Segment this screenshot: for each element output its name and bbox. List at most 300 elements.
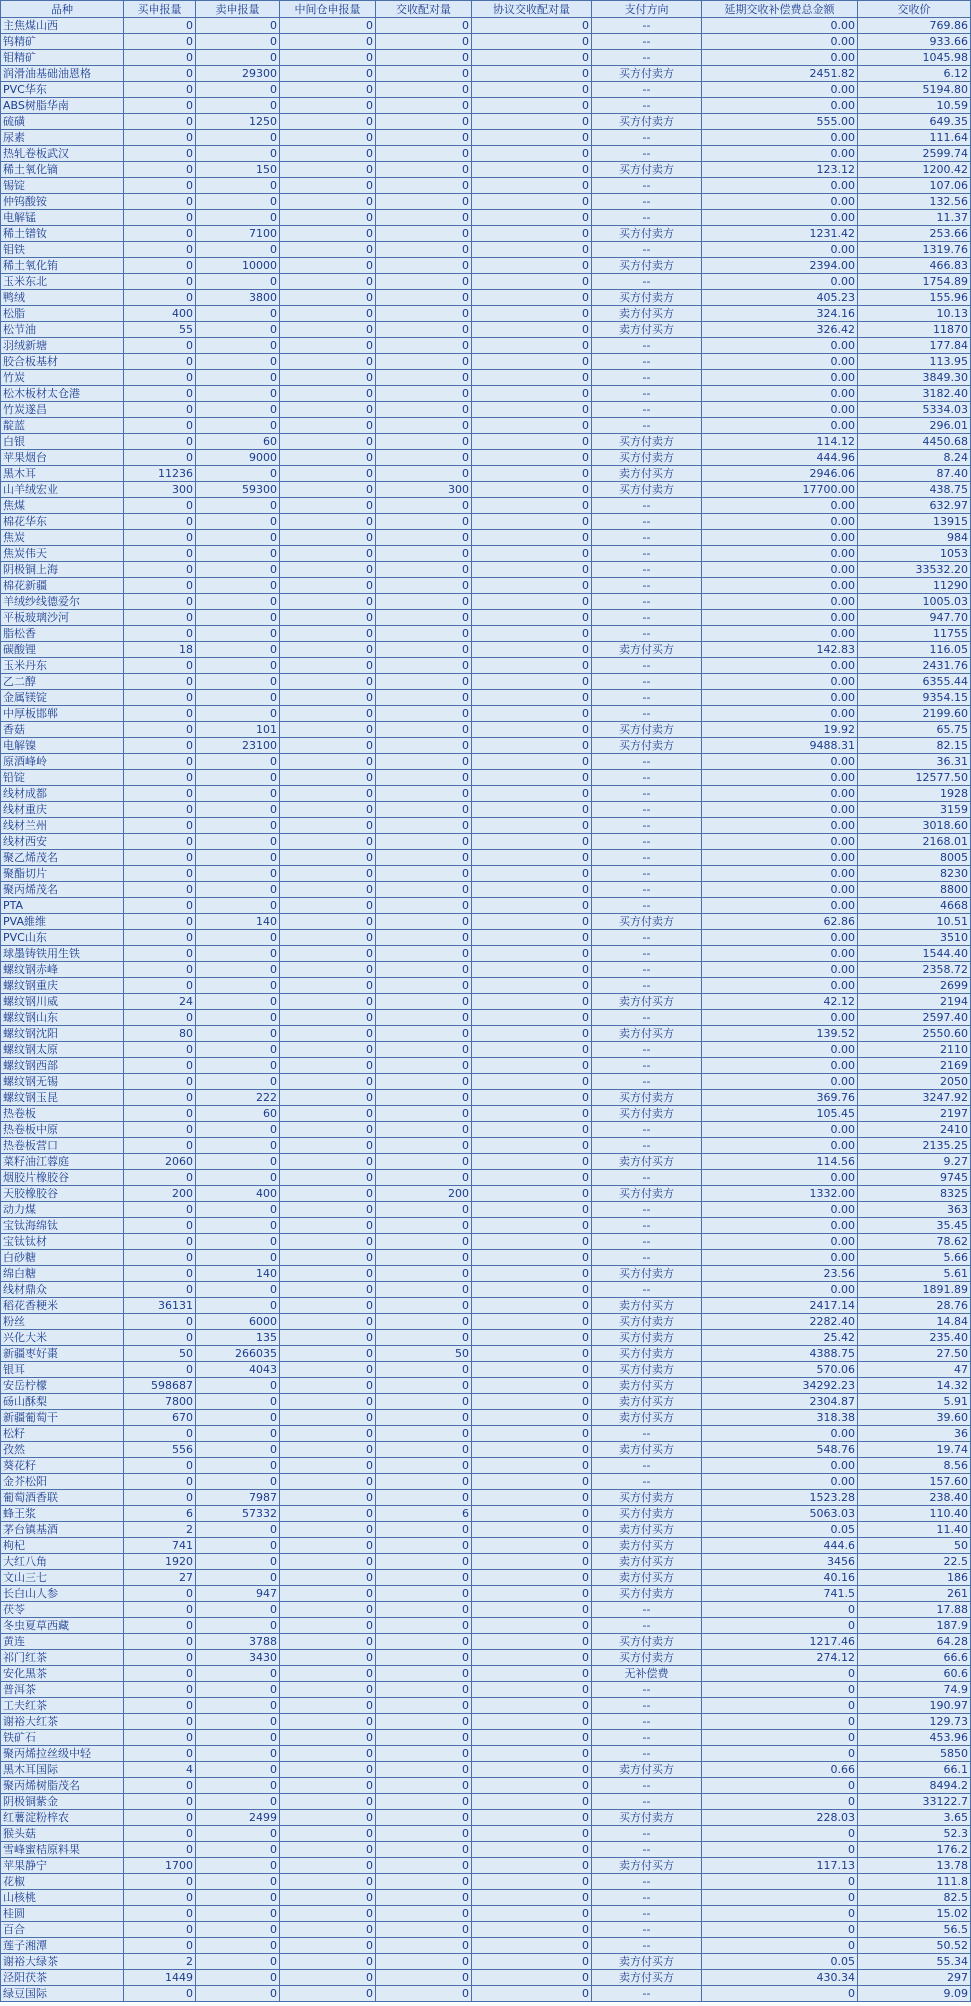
- cell-delivery-matched: 0: [376, 1394, 472, 1410]
- cell-agreement-matched: 0: [472, 1490, 592, 1506]
- cell-buy-declared: 400: [124, 306, 196, 322]
- cell-delivery-matched: 0: [376, 1122, 472, 1138]
- cell-buy-declared: 0: [124, 834, 196, 850]
- cell-payment-direction: --: [592, 834, 702, 850]
- cell-delivery-price: 6355.44: [858, 674, 971, 690]
- table-row: [1, 1410, 971, 1426]
- cell-compensation-total: 228.03: [702, 1810, 858, 1826]
- cell-delivery-matched: 0: [376, 290, 472, 306]
- cell-product: 山羊绒宏业: [1, 482, 124, 498]
- cell-agreement-matched: 0: [472, 194, 592, 210]
- cell-sell-declared: 0: [196, 610, 280, 626]
- cell-buy-declared: 0: [124, 1698, 196, 1714]
- cell-sell-declared: 0: [196, 1570, 280, 1586]
- cell-buy-declared: 0: [124, 258, 196, 274]
- cell-product: 泾阳茯茶: [1, 1970, 124, 1986]
- cell-payment-direction: --: [592, 1730, 702, 1746]
- cell-compensation-total: 40.16: [702, 1570, 858, 1586]
- cell-middle-warehouse: 0: [280, 50, 376, 66]
- cell-sell-declared: 10000: [196, 258, 280, 274]
- cell-delivery-matched: 0: [376, 562, 472, 578]
- cell-delivery-matched: 0: [376, 866, 472, 882]
- cell-delivery-matched: 0: [376, 786, 472, 802]
- cell-sell-declared: 0: [196, 530, 280, 546]
- cell-product: 稻花香粳米: [1, 1298, 124, 1314]
- cell-agreement-matched: 0: [472, 690, 592, 706]
- cell-buy-declared: 556: [124, 1442, 196, 1458]
- cell-compensation-total: 0: [702, 1666, 858, 1682]
- cell-sell-declared: 0: [196, 1730, 280, 1746]
- cell-compensation-total: 1523.28: [702, 1490, 858, 1506]
- cell-delivery-price: 33122.7: [858, 1794, 971, 1810]
- cell-payment-direction: 买方付卖方: [592, 258, 702, 274]
- cell-agreement-matched: 0: [472, 978, 592, 994]
- cell-agreement-matched: 0: [472, 946, 592, 962]
- cell-delivery-price: 12577.50: [858, 770, 971, 786]
- cell-compensation-total: 555.00: [702, 114, 858, 130]
- cell-delivery-matched: 0: [376, 242, 472, 258]
- cell-compensation-total: 0.00: [702, 546, 858, 562]
- cell-payment-direction: 卖方付买方: [592, 1954, 702, 1970]
- header-sell-declared: 卖申报量: [196, 1, 280, 18]
- cell-payment-direction: --: [592, 1170, 702, 1186]
- table-row: [1, 738, 971, 754]
- cell-compensation-total: 0.00: [702, 1202, 858, 1218]
- table-row: [1, 1922, 971, 1938]
- cell-delivery-price: 3510: [858, 930, 971, 946]
- cell-sell-declared: 0: [196, 802, 280, 818]
- cell-compensation-total: 42.12: [702, 994, 858, 1010]
- cell-agreement-matched: 0: [472, 1602, 592, 1618]
- cell-sell-declared: 140: [196, 914, 280, 930]
- cell-agreement-matched: 0: [472, 450, 592, 466]
- cell-product: 中厚板邯郸: [1, 706, 124, 722]
- cell-delivery-matched: 0: [376, 1858, 472, 1874]
- cell-middle-warehouse: 0: [280, 706, 376, 722]
- cell-compensation-total: 741.5: [702, 1586, 858, 1602]
- cell-agreement-matched: 0: [472, 178, 592, 194]
- cell-delivery-matched: 0: [376, 1682, 472, 1698]
- table-row: [1, 290, 971, 306]
- cell-buy-declared: 0: [124, 706, 196, 722]
- cell-delivery-matched: 0: [376, 1154, 472, 1170]
- cell-delivery-price: 4450.68: [858, 434, 971, 450]
- cell-payment-direction: --: [592, 1714, 702, 1730]
- cell-delivery-matched: 0: [376, 178, 472, 194]
- cell-payment-direction: --: [592, 770, 702, 786]
- cell-sell-declared: 0: [196, 1458, 280, 1474]
- cell-payment-direction: --: [592, 498, 702, 514]
- table-row: [1, 658, 971, 674]
- cell-middle-warehouse: 0: [280, 1234, 376, 1250]
- cell-sell-declared: 0: [196, 1762, 280, 1778]
- cell-payment-direction: 卖方付买方: [592, 1970, 702, 1986]
- cell-middle-warehouse: 0: [280, 1170, 376, 1186]
- cell-middle-warehouse: 0: [280, 130, 376, 146]
- cell-delivery-price: 1053: [858, 546, 971, 562]
- cell-payment-direction: 卖方付买方: [592, 322, 702, 338]
- cell-product: 锡锭: [1, 178, 124, 194]
- cell-delivery-matched: 0: [376, 1106, 472, 1122]
- cell-agreement-matched: 0: [472, 274, 592, 290]
- cell-compensation-total: 0.00: [702, 882, 858, 898]
- cell-payment-direction: 买方付卖方: [592, 162, 702, 178]
- cell-middle-warehouse: 0: [280, 1522, 376, 1538]
- cell-middle-warehouse: 0: [280, 1650, 376, 1666]
- cell-middle-warehouse: 0: [280, 1442, 376, 1458]
- cell-compensation-total: 0.00: [702, 786, 858, 802]
- cell-agreement-matched: 0: [472, 1842, 592, 1858]
- cell-delivery-price: 116.05: [858, 642, 971, 658]
- cell-product: 孜然: [1, 1442, 124, 1458]
- cell-sell-declared: 0: [196, 562, 280, 578]
- cell-sell-declared: 0: [196, 818, 280, 834]
- cell-delivery-price: 15.02: [858, 1906, 971, 1922]
- cell-delivery-matched: 0: [376, 258, 472, 274]
- cell-agreement-matched: 0: [472, 162, 592, 178]
- cell-delivery-matched: 0: [376, 418, 472, 434]
- cell-buy-declared: 0: [124, 1122, 196, 1138]
- cell-agreement-matched: 0: [472, 1874, 592, 1890]
- cell-agreement-matched: 0: [472, 1010, 592, 1026]
- cell-delivery-matched: 0: [376, 1554, 472, 1570]
- cell-compensation-total: 142.83: [702, 642, 858, 658]
- cell-middle-warehouse: 0: [280, 690, 376, 706]
- cell-product: 棉花华东: [1, 514, 124, 530]
- cell-buy-declared: 0: [124, 1266, 196, 1282]
- cell-agreement-matched: 0: [472, 770, 592, 786]
- table-row: [1, 1522, 971, 1538]
- cell-product: 线材鼎众: [1, 1282, 124, 1298]
- cell-sell-declared: 0: [196, 1714, 280, 1730]
- cell-middle-warehouse: 0: [280, 82, 376, 98]
- header-agreement-matched: 协议交收配对量: [472, 1, 592, 18]
- cell-product: 尿素: [1, 130, 124, 146]
- table-row: [1, 1170, 971, 1186]
- cell-compensation-total: 0.00: [702, 34, 858, 50]
- cell-compensation-total: 23.56: [702, 1266, 858, 1282]
- cell-sell-declared: 0: [196, 1842, 280, 1858]
- cell-buy-declared: 0: [124, 546, 196, 562]
- table-row: [1, 754, 971, 770]
- cell-delivery-price: 2168.01: [858, 834, 971, 850]
- cell-compensation-total: 0.00: [702, 1010, 858, 1026]
- cell-buy-declared: 0: [124, 402, 196, 418]
- cell-buy-declared: 0: [124, 1090, 196, 1106]
- cell-middle-warehouse: 0: [280, 546, 376, 562]
- cell-buy-declared: 2060: [124, 1154, 196, 1170]
- cell-compensation-total: 0.00: [702, 274, 858, 290]
- cell-delivery-price: 3018.60: [858, 818, 971, 834]
- cell-product: 胶合板基材: [1, 354, 124, 370]
- cell-middle-warehouse: 0: [280, 562, 376, 578]
- cell-buy-declared: 0: [124, 1106, 196, 1122]
- cell-delivery-price: 1319.76: [858, 242, 971, 258]
- cell-compensation-total: 0.00: [702, 146, 858, 162]
- cell-delivery-matched: 0: [376, 1058, 472, 1074]
- cell-compensation-total: 105.45: [702, 1106, 858, 1122]
- cell-agreement-matched: 0: [472, 786, 592, 802]
- cell-payment-direction: --: [592, 370, 702, 386]
- cell-payment-direction: --: [592, 242, 702, 258]
- cell-payment-direction: 卖方付买方: [592, 306, 702, 322]
- cell-agreement-matched: 0: [472, 1570, 592, 1586]
- cell-compensation-total: 0.00: [702, 1138, 858, 1154]
- cell-agreement-matched: 0: [472, 1362, 592, 1378]
- cell-middle-warehouse: 0: [280, 1986, 376, 2002]
- cell-payment-direction: --: [592, 18, 702, 34]
- cell-payment-direction: 卖方付买方: [592, 1394, 702, 1410]
- cell-middle-warehouse: 0: [280, 1378, 376, 1394]
- cell-product: 烟胶片橡胶谷: [1, 1170, 124, 1186]
- cell-payment-direction: 买方付卖方: [592, 1810, 702, 1826]
- cell-buy-declared: 0: [124, 514, 196, 530]
- cell-buy-declared: 0: [124, 802, 196, 818]
- cell-buy-declared: 0: [124, 162, 196, 178]
- cell-buy-declared: 0: [124, 338, 196, 354]
- cell-compensation-total: 2394.00: [702, 258, 858, 274]
- cell-product: 聚丙烯茂名: [1, 882, 124, 898]
- cell-payment-direction: 卖方付买方: [592, 1538, 702, 1554]
- cell-middle-warehouse: 0: [280, 1138, 376, 1154]
- cell-payment-direction: --: [592, 98, 702, 114]
- cell-middle-warehouse: 0: [280, 1666, 376, 1682]
- cell-delivery-matched: 0: [376, 706, 472, 722]
- cell-product: 砀山酥梨: [1, 1394, 124, 1410]
- cell-buy-declared: 0: [124, 1362, 196, 1378]
- cell-buy-declared: 0: [124, 354, 196, 370]
- cell-middle-warehouse: 0: [280, 482, 376, 498]
- cell-compensation-total: 0.00: [702, 578, 858, 594]
- cell-product: 鸭绒: [1, 290, 124, 306]
- cell-delivery-matched: 0: [376, 1938, 472, 1954]
- cell-sell-declared: 0: [196, 1986, 280, 2002]
- cell-sell-declared: 0: [196, 1122, 280, 1138]
- cell-middle-warehouse: 0: [280, 802, 376, 818]
- cell-compensation-total: 0.00: [702, 1282, 858, 1298]
- cell-payment-direction: --: [592, 802, 702, 818]
- cell-agreement-matched: 0: [472, 1442, 592, 1458]
- cell-delivery-matched: 0: [376, 722, 472, 738]
- cell-middle-warehouse: 0: [280, 1186, 376, 1202]
- cell-buy-declared: 0: [124, 50, 196, 66]
- cell-delivery-matched: 0: [376, 914, 472, 930]
- cell-compensation-total: 444.96: [702, 450, 858, 466]
- cell-sell-declared: 0: [196, 642, 280, 658]
- cell-agreement-matched: 0: [472, 1042, 592, 1058]
- cell-delivery-price: 1928: [858, 786, 971, 802]
- table-row: [1, 482, 971, 498]
- cell-compensation-total: 0: [702, 1778, 858, 1794]
- cell-payment-direction: --: [592, 562, 702, 578]
- cell-middle-warehouse: 0: [280, 1426, 376, 1442]
- cell-delivery-price: 11755: [858, 626, 971, 642]
- table-row: [1, 610, 971, 626]
- cell-delivery-price: 2597.40: [858, 1010, 971, 1026]
- table-row: [1, 1074, 971, 1090]
- cell-middle-warehouse: 0: [280, 962, 376, 978]
- cell-sell-declared: 0: [196, 1554, 280, 1570]
- table-row: [1, 450, 971, 466]
- cell-middle-warehouse: 0: [280, 1970, 376, 1986]
- table-row: [1, 1474, 971, 1490]
- cell-product: 竹炭: [1, 370, 124, 386]
- cell-compensation-total: 5063.03: [702, 1506, 858, 1522]
- table-row: [1, 1202, 971, 1218]
- cell-buy-declared: 6: [124, 1506, 196, 1522]
- cell-middle-warehouse: 0: [280, 1954, 376, 1970]
- cell-middle-warehouse: 0: [280, 1794, 376, 1810]
- cell-delivery-matched: 0: [376, 962, 472, 978]
- cell-delivery-matched: 0: [376, 946, 472, 962]
- cell-payment-direction: 买方付卖方: [592, 1362, 702, 1378]
- cell-middle-warehouse: 0: [280, 610, 376, 626]
- cell-middle-warehouse: 0: [280, 1330, 376, 1346]
- cell-delivery-price: 155.96: [858, 290, 971, 306]
- cell-buy-declared: 0: [124, 498, 196, 514]
- cell-payment-direction: --: [592, 402, 702, 418]
- cell-payment-direction: --: [592, 1890, 702, 1906]
- cell-delivery-price: 47: [858, 1362, 971, 1378]
- cell-buy-declared: 0: [124, 226, 196, 242]
- cell-payment-direction: 买方付卖方: [592, 1186, 702, 1202]
- cell-middle-warehouse: 0: [280, 1010, 376, 1026]
- cell-middle-warehouse: 0: [280, 1122, 376, 1138]
- cell-delivery-matched: 0: [376, 370, 472, 386]
- cell-payment-direction: --: [592, 1874, 702, 1890]
- cell-buy-declared: 0: [124, 1490, 196, 1506]
- cell-payment-direction: --: [592, 850, 702, 866]
- cell-compensation-total: 0: [702, 1874, 858, 1890]
- cell-product: 葡萄酒香联: [1, 1490, 124, 1506]
- cell-product: 大红八角: [1, 1554, 124, 1570]
- cell-sell-declared: 0: [196, 50, 280, 66]
- cell-product: 硫磺: [1, 114, 124, 130]
- table-row: [1, 642, 971, 658]
- table-row: [1, 194, 971, 210]
- cell-delivery-matched: 0: [376, 978, 472, 994]
- cell-middle-warehouse: 0: [280, 18, 376, 34]
- cell-payment-direction: 买方付卖方: [592, 1266, 702, 1282]
- cell-delivery-matched: 0: [376, 1250, 472, 1266]
- cell-sell-declared: 0: [196, 978, 280, 994]
- cell-sell-declared: 0: [196, 210, 280, 226]
- cell-middle-warehouse: 0: [280, 818, 376, 834]
- cell-buy-declared: 0: [124, 930, 196, 946]
- table-row: [1, 1538, 971, 1554]
- cell-delivery-price: 8800: [858, 882, 971, 898]
- cell-agreement-matched: 0: [472, 434, 592, 450]
- cell-payment-direction: 卖方付买方: [592, 1762, 702, 1778]
- cell-sell-declared: 0: [196, 1474, 280, 1490]
- cell-compensation-total: 0.00: [702, 1426, 858, 1442]
- cell-sell-declared: 0: [196, 1922, 280, 1938]
- cell-middle-warehouse: 0: [280, 514, 376, 530]
- cell-middle-warehouse: 0: [280, 1538, 376, 1554]
- table-row: [1, 1218, 971, 1234]
- cell-agreement-matched: 0: [472, 1378, 592, 1394]
- table-row: [1, 242, 971, 258]
- table-row: [1, 226, 971, 242]
- cell-agreement-matched: 0: [472, 802, 592, 818]
- cell-payment-direction: --: [592, 1602, 702, 1618]
- cell-payment-direction: --: [592, 1426, 702, 1442]
- cell-delivery-matched: 0: [376, 386, 472, 402]
- cell-compensation-total: 444.6: [702, 1538, 858, 1554]
- cell-payment-direction: 卖方付买方: [592, 1026, 702, 1042]
- cell-sell-declared: 57332: [196, 1506, 280, 1522]
- cell-agreement-matched: 0: [472, 1506, 592, 1522]
- cell-agreement-matched: 0: [472, 1250, 592, 1266]
- cell-product: 螺纹钢玉昆: [1, 1090, 124, 1106]
- cell-delivery-price: 10.51: [858, 914, 971, 930]
- cell-agreement-matched: 0: [472, 1122, 592, 1138]
- cell-buy-declared: 18: [124, 642, 196, 658]
- cell-buy-declared: 0: [124, 674, 196, 690]
- table-row: [1, 1938, 971, 1954]
- cell-delivery-price: 111.64: [858, 130, 971, 146]
- cell-payment-direction: 卖方付买方: [592, 1858, 702, 1874]
- cell-buy-declared: 55: [124, 322, 196, 338]
- cell-delivery-matched: 0: [376, 1618, 472, 1634]
- cell-payment-direction: 买方付卖方: [592, 450, 702, 466]
- table-row: [1, 338, 971, 354]
- cell-product: 粉丝: [1, 1314, 124, 1330]
- cell-delivery-price: 466.83: [858, 258, 971, 274]
- table-row: [1, 1826, 971, 1842]
- cell-delivery-price: 13915: [858, 514, 971, 530]
- cell-payment-direction: --: [592, 1250, 702, 1266]
- cell-delivery-matched: 0: [376, 194, 472, 210]
- cell-buy-declared: 0: [124, 1810, 196, 1826]
- cell-payment-direction: --: [592, 1138, 702, 1154]
- cell-delivery-matched: 0: [376, 754, 472, 770]
- cell-delivery-price: 28.76: [858, 1298, 971, 1314]
- cell-delivery-matched: 0: [376, 466, 472, 482]
- cell-buy-declared: 0: [124, 978, 196, 994]
- cell-middle-warehouse: 0: [280, 1090, 376, 1106]
- cell-agreement-matched: 0: [472, 1618, 592, 1634]
- cell-buy-declared: 0: [124, 738, 196, 754]
- cell-sell-declared: 0: [196, 1138, 280, 1154]
- cell-payment-direction: 卖方付买方: [592, 642, 702, 658]
- cell-compensation-total: 0: [702, 1986, 858, 2002]
- cell-middle-warehouse: 0: [280, 1410, 376, 1426]
- table-row: [1, 1378, 971, 1394]
- cell-sell-declared: 0: [196, 834, 280, 850]
- cell-payment-direction: 买方付卖方: [592, 1506, 702, 1522]
- cell-compensation-total: 0.00: [702, 754, 858, 770]
- table-row: [1, 1010, 971, 1026]
- cell-sell-declared: 0: [196, 242, 280, 258]
- cell-product: 松节油: [1, 322, 124, 338]
- cell-sell-declared: 150: [196, 162, 280, 178]
- cell-product: 天胶橡胶谷: [1, 1186, 124, 1202]
- cell-sell-declared: 2499: [196, 1810, 280, 1826]
- cell-payment-direction: --: [592, 1938, 702, 1954]
- cell-buy-declared: 0: [124, 610, 196, 626]
- cell-middle-warehouse: 0: [280, 594, 376, 610]
- cell-compensation-total: 0.05: [702, 1522, 858, 1538]
- cell-delivery-price: 2194: [858, 994, 971, 1010]
- cell-compensation-total: 0.00: [702, 194, 858, 210]
- cell-compensation-total: 0.00: [702, 50, 858, 66]
- cell-buy-declared: 0: [124, 98, 196, 114]
- cell-delivery-matched: 0: [376, 594, 472, 610]
- cell-compensation-total: 0.00: [702, 354, 858, 370]
- cell-middle-warehouse: 0: [280, 914, 376, 930]
- cell-product: 绿豆国际: [1, 1986, 124, 2002]
